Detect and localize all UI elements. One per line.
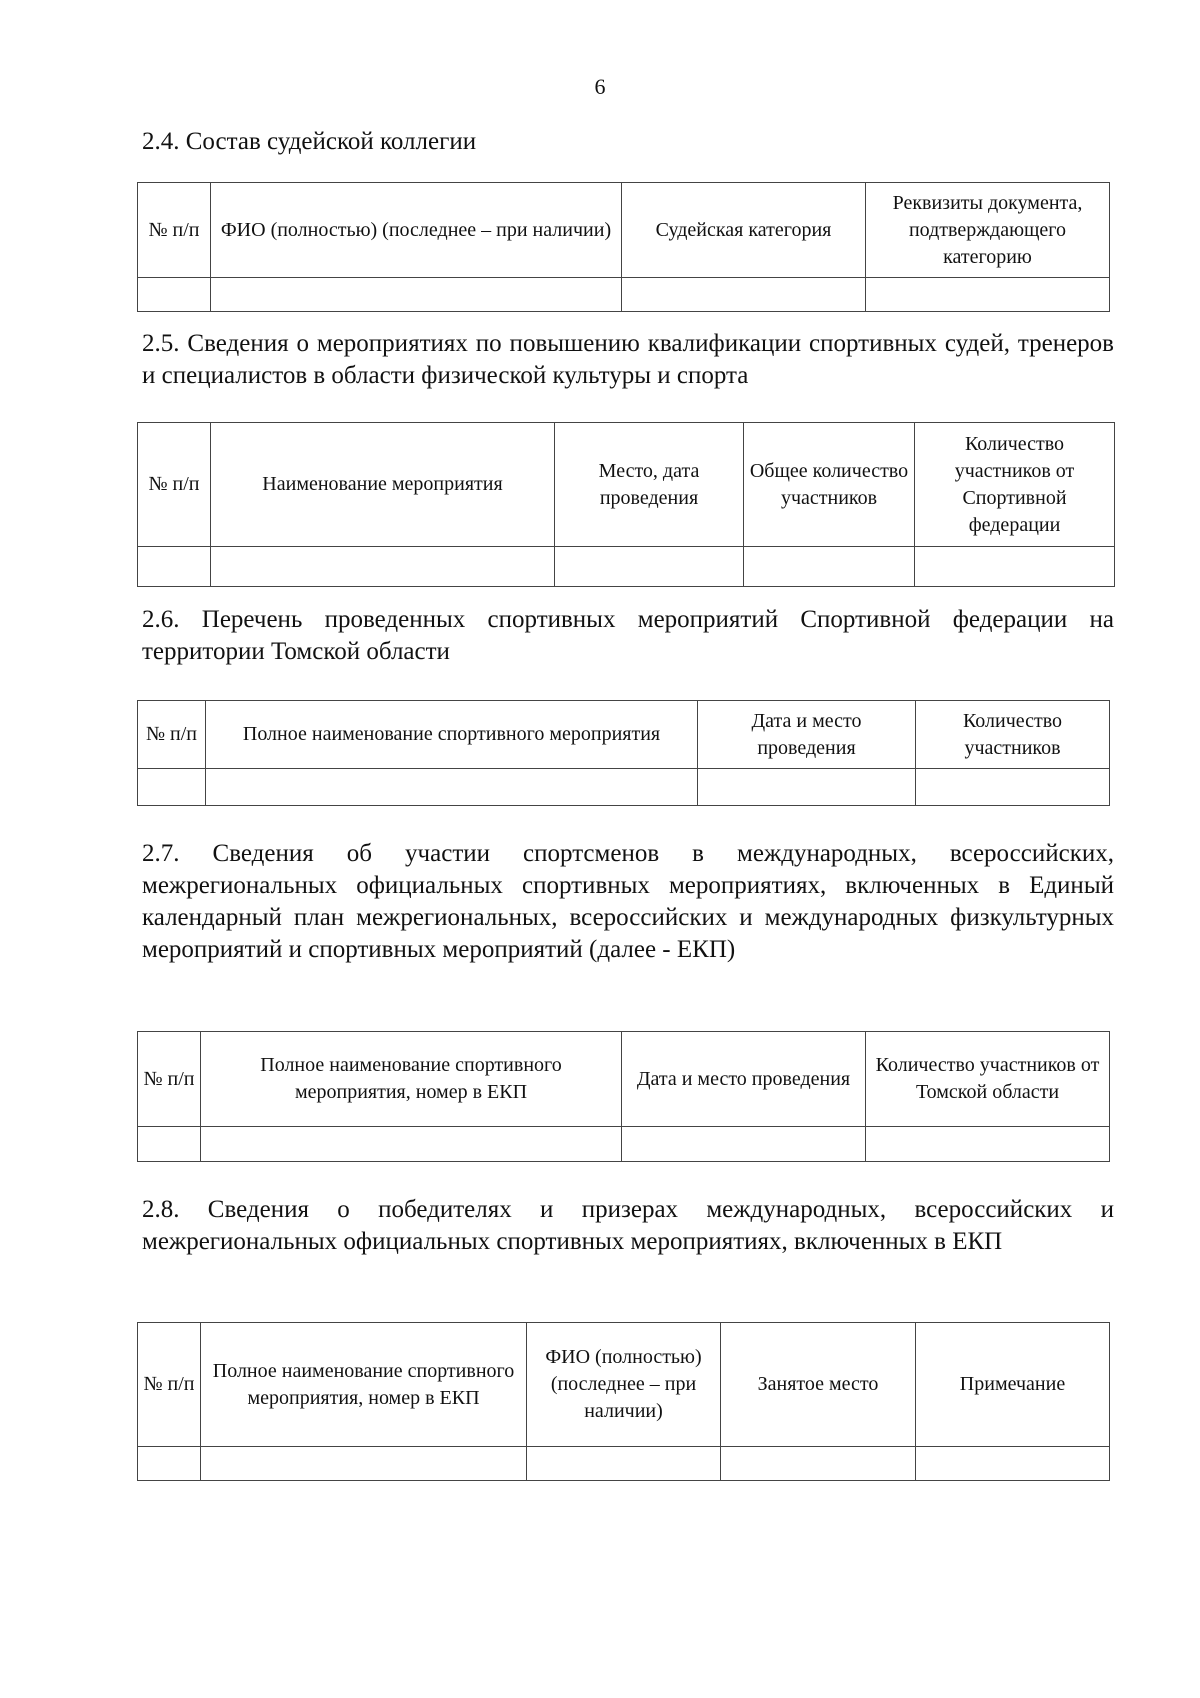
col-header-number: № п/п [138, 423, 211, 547]
section-2-7-heading: 2.7. Сведения об участии спортсменов в международных, всероссийских, межрегиональных официальных спортивных мероприятиях, включенных в Единый календарный план межрегиональных, всероссийских и международных физкультурных мероприятий и спортивных мероприятий (далее - ЕКП) [142, 840, 1114, 963]
table-cell [698, 769, 916, 806]
table-cell [211, 278, 622, 312]
col-header-event-full-name-ekp: Полное наименование спортивного мероприятия, номер в ЕКП [201, 1032, 622, 1127]
table-2-4 [137, 182, 1110, 312]
col-header-date-place: Дата и место проведения [622, 1032, 866, 1127]
table-cell [201, 1447, 527, 1481]
col-header-number: № п/п [138, 183, 211, 278]
table-cell [744, 547, 915, 587]
table-row [138, 1127, 1110, 1162]
col-header-federation-participants: Количество участников от Спортивной федерации [915, 423, 1115, 547]
table-cell [206, 769, 698, 806]
table-row [138, 278, 1110, 312]
table-2-6 [137, 700, 1110, 806]
table-cell [201, 1127, 622, 1162]
col-header-participants: Количество участников [916, 701, 1110, 769]
table-cell [622, 278, 866, 312]
table-cell [721, 1447, 916, 1481]
col-header-total-participants: Общее количество участников [744, 423, 915, 547]
table-cell [138, 547, 211, 587]
table-cell [916, 1447, 1110, 1481]
col-header-tomsk-participants: Количество участников от Томской области [866, 1032, 1110, 1127]
table-row [138, 769, 1110, 806]
table-2-7 [137, 1031, 1110, 1162]
table-row [138, 547, 1115, 587]
table-cell [138, 769, 206, 806]
table-2-5 [137, 422, 1115, 587]
table-cell [138, 1127, 201, 1162]
table-2-8 [137, 1322, 1110, 1481]
col-header-event-full-name-ekp: Полное наименование спортивного мероприятия, номер в ЕКП [201, 1323, 527, 1447]
col-header-date-place: Дата и место проведения [698, 701, 916, 769]
col-header-place-date: Место, дата проведения [555, 423, 744, 547]
table-cell [915, 547, 1115, 587]
table-cell [527, 1447, 721, 1481]
section-2-5-heading: 2.5. Сведения о мероприятиях по повышению квалификации спортивных судей, тренеров и специалистов в области физической культуры и спорта [142, 330, 1114, 389]
col-header-number: № п/п [138, 1032, 201, 1127]
col-header-note: Примечание [916, 1323, 1110, 1447]
table-cell [211, 547, 555, 587]
section-2-4-heading: 2.4. Состав судейской коллегии [142, 128, 477, 155]
col-header-document: Реквизиты документа, подтверждающего категорию [866, 183, 1110, 278]
table-cell [866, 1127, 1110, 1162]
col-header-event-name: Наименование мероприятия [211, 423, 555, 547]
page-number: 6 [594, 74, 606, 99]
col-header-fio: ФИО (полностью) (последнее – при наличии) [211, 183, 622, 278]
section-2-8-heading: 2.8. Сведения о победителях и призерах международных, всероссийских и межрегиональных официальных спортивных мероприятиях, включенных в ЕКП [142, 1196, 1114, 1255]
col-header-number: № п/п [138, 1323, 201, 1447]
table-cell [138, 278, 211, 312]
table-cell [622, 1127, 866, 1162]
col-header-judge-category: Судейская категория [622, 183, 866, 278]
col-header-fio: ФИО (полностью) (последнее – при наличии) [527, 1323, 721, 1447]
table-cell [866, 278, 1110, 312]
table-cell [555, 547, 744, 587]
col-header-place-taken: Занятое место [721, 1323, 916, 1447]
section-2-6-heading: 2.6. Перечень проведенных спортивных мероприятий Спортивной федерации на территории Томской области [142, 606, 1114, 665]
table-cell [916, 769, 1110, 806]
col-header-event-full-name: Полное наименование спортивного мероприятия [206, 701, 698, 769]
table-row [138, 1447, 1110, 1481]
col-header-number: № п/п [138, 701, 206, 769]
table-cell [138, 1447, 201, 1481]
